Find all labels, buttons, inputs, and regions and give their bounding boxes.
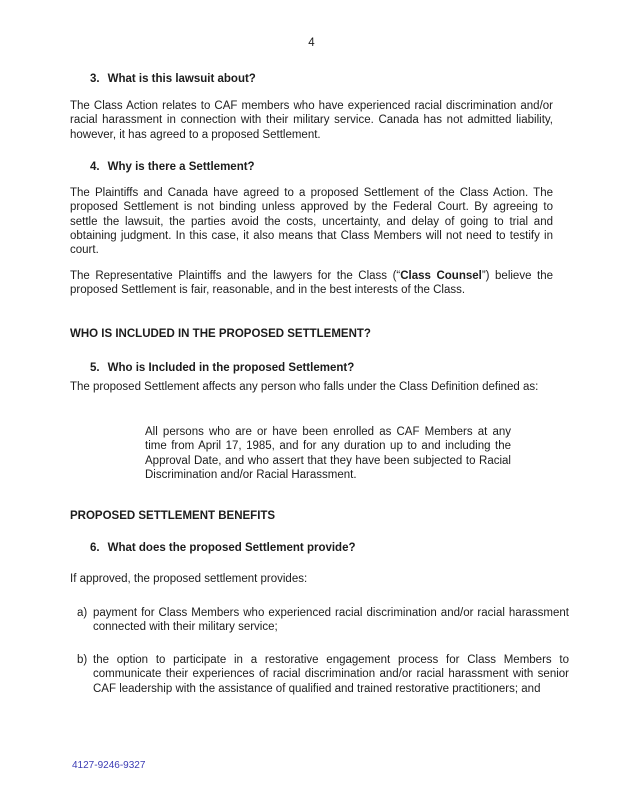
list-item-a-marker: a) bbox=[77, 607, 88, 619]
question-5-heading bbox=[90, 361, 553, 375]
question-4-heading bbox=[90, 160, 553, 174]
question-4-title: Why is there a Settlement? bbox=[107, 161, 255, 173]
paragraph-if-approved: If approved, the proposed settlement provides: bbox=[70, 573, 308, 585]
section-header-who-is-included: WHO IS INCLUDED IN THE PROPOSED SETTLEMENT? bbox=[70, 328, 371, 340]
question-6-title: What does the proposed Settlement provide? bbox=[107, 542, 356, 554]
paragraph-lawsuit-about: The Class Action relates to CAF members who have experienced racial discrimination and/or racial harassment in connection with their military service. Canada has not admitted liability, however, it has agreed to a proposed Settlement. bbox=[70, 100, 553, 141]
question-6-number: 6. bbox=[90, 542, 100, 554]
paragraph-class-counsel-before: The Representative Plaintiffs and the lawyers for the Class (“ bbox=[70, 270, 401, 282]
question-3-heading bbox=[90, 72, 553, 86]
section-header-settlement-benefits: PROPOSED SETTLEMENT BENEFITS bbox=[70, 510, 276, 522]
class-definition-blockquote: All persons who are or have been enrolled as CAF Members at any time from April 17, 1985, and for any duration up to and including the Approval Date, and who assert that they have been subjected to Racial Discrimination and/or Racial Harassment. bbox=[145, 426, 511, 481]
question-3-number: 3. bbox=[90, 73, 100, 85]
footer-document-id: 4127-9246-9327 bbox=[72, 760, 146, 771]
question-3-title: What is this lawsuit about? bbox=[107, 73, 256, 85]
list-item-b-text: the option to participate in a restorative engagement process for Class Members to communicate their experiences of racial discrimination and/or racial harassment with senior CAF leadership with the assistance of qualified and trained restorative practitioners; and bbox=[93, 654, 569, 695]
question-5-number: 5. bbox=[90, 362, 100, 374]
paragraph-class-counsel bbox=[70, 269, 553, 298]
question-5-title: Who is Included in the proposed Settlement? bbox=[107, 362, 355, 374]
paragraph-class-counsel-after: ”) believe the proposed Settlement is fair, reasonable, and in the best interests of the Class. bbox=[70, 270, 553, 297]
list-item-a-text: payment for Class Members who experienced racial discrimination and/or racial harassment connected with their military service; bbox=[93, 607, 569, 634]
paragraph-class-definition-intro: The proposed Settlement affects any person who falls under the Class Definition defined as: bbox=[70, 381, 539, 393]
class-counsel-bold-term: Class Counsel bbox=[400, 270, 482, 282]
paragraph-why-settlement: The Plaintiffs and Canada have agreed to a proposed Settlement of the Class Action. The proposed Settlement is not binding unless approved by the Federal Court. By agreeing to settle the lawsuit, the parties avoid the costs, uncertainty, and delay of going to trial and obtaining judgment. In this case, it also means that Class Members will not need to testify in court. bbox=[70, 187, 553, 257]
list-item-b-marker: b) bbox=[77, 654, 88, 666]
question-6-heading bbox=[90, 541, 553, 555]
question-4-number: 4. bbox=[90, 161, 100, 173]
list-item-a bbox=[77, 606, 569, 635]
list-item-b bbox=[77, 653, 569, 696]
page-number: 4 bbox=[308, 37, 315, 49]
